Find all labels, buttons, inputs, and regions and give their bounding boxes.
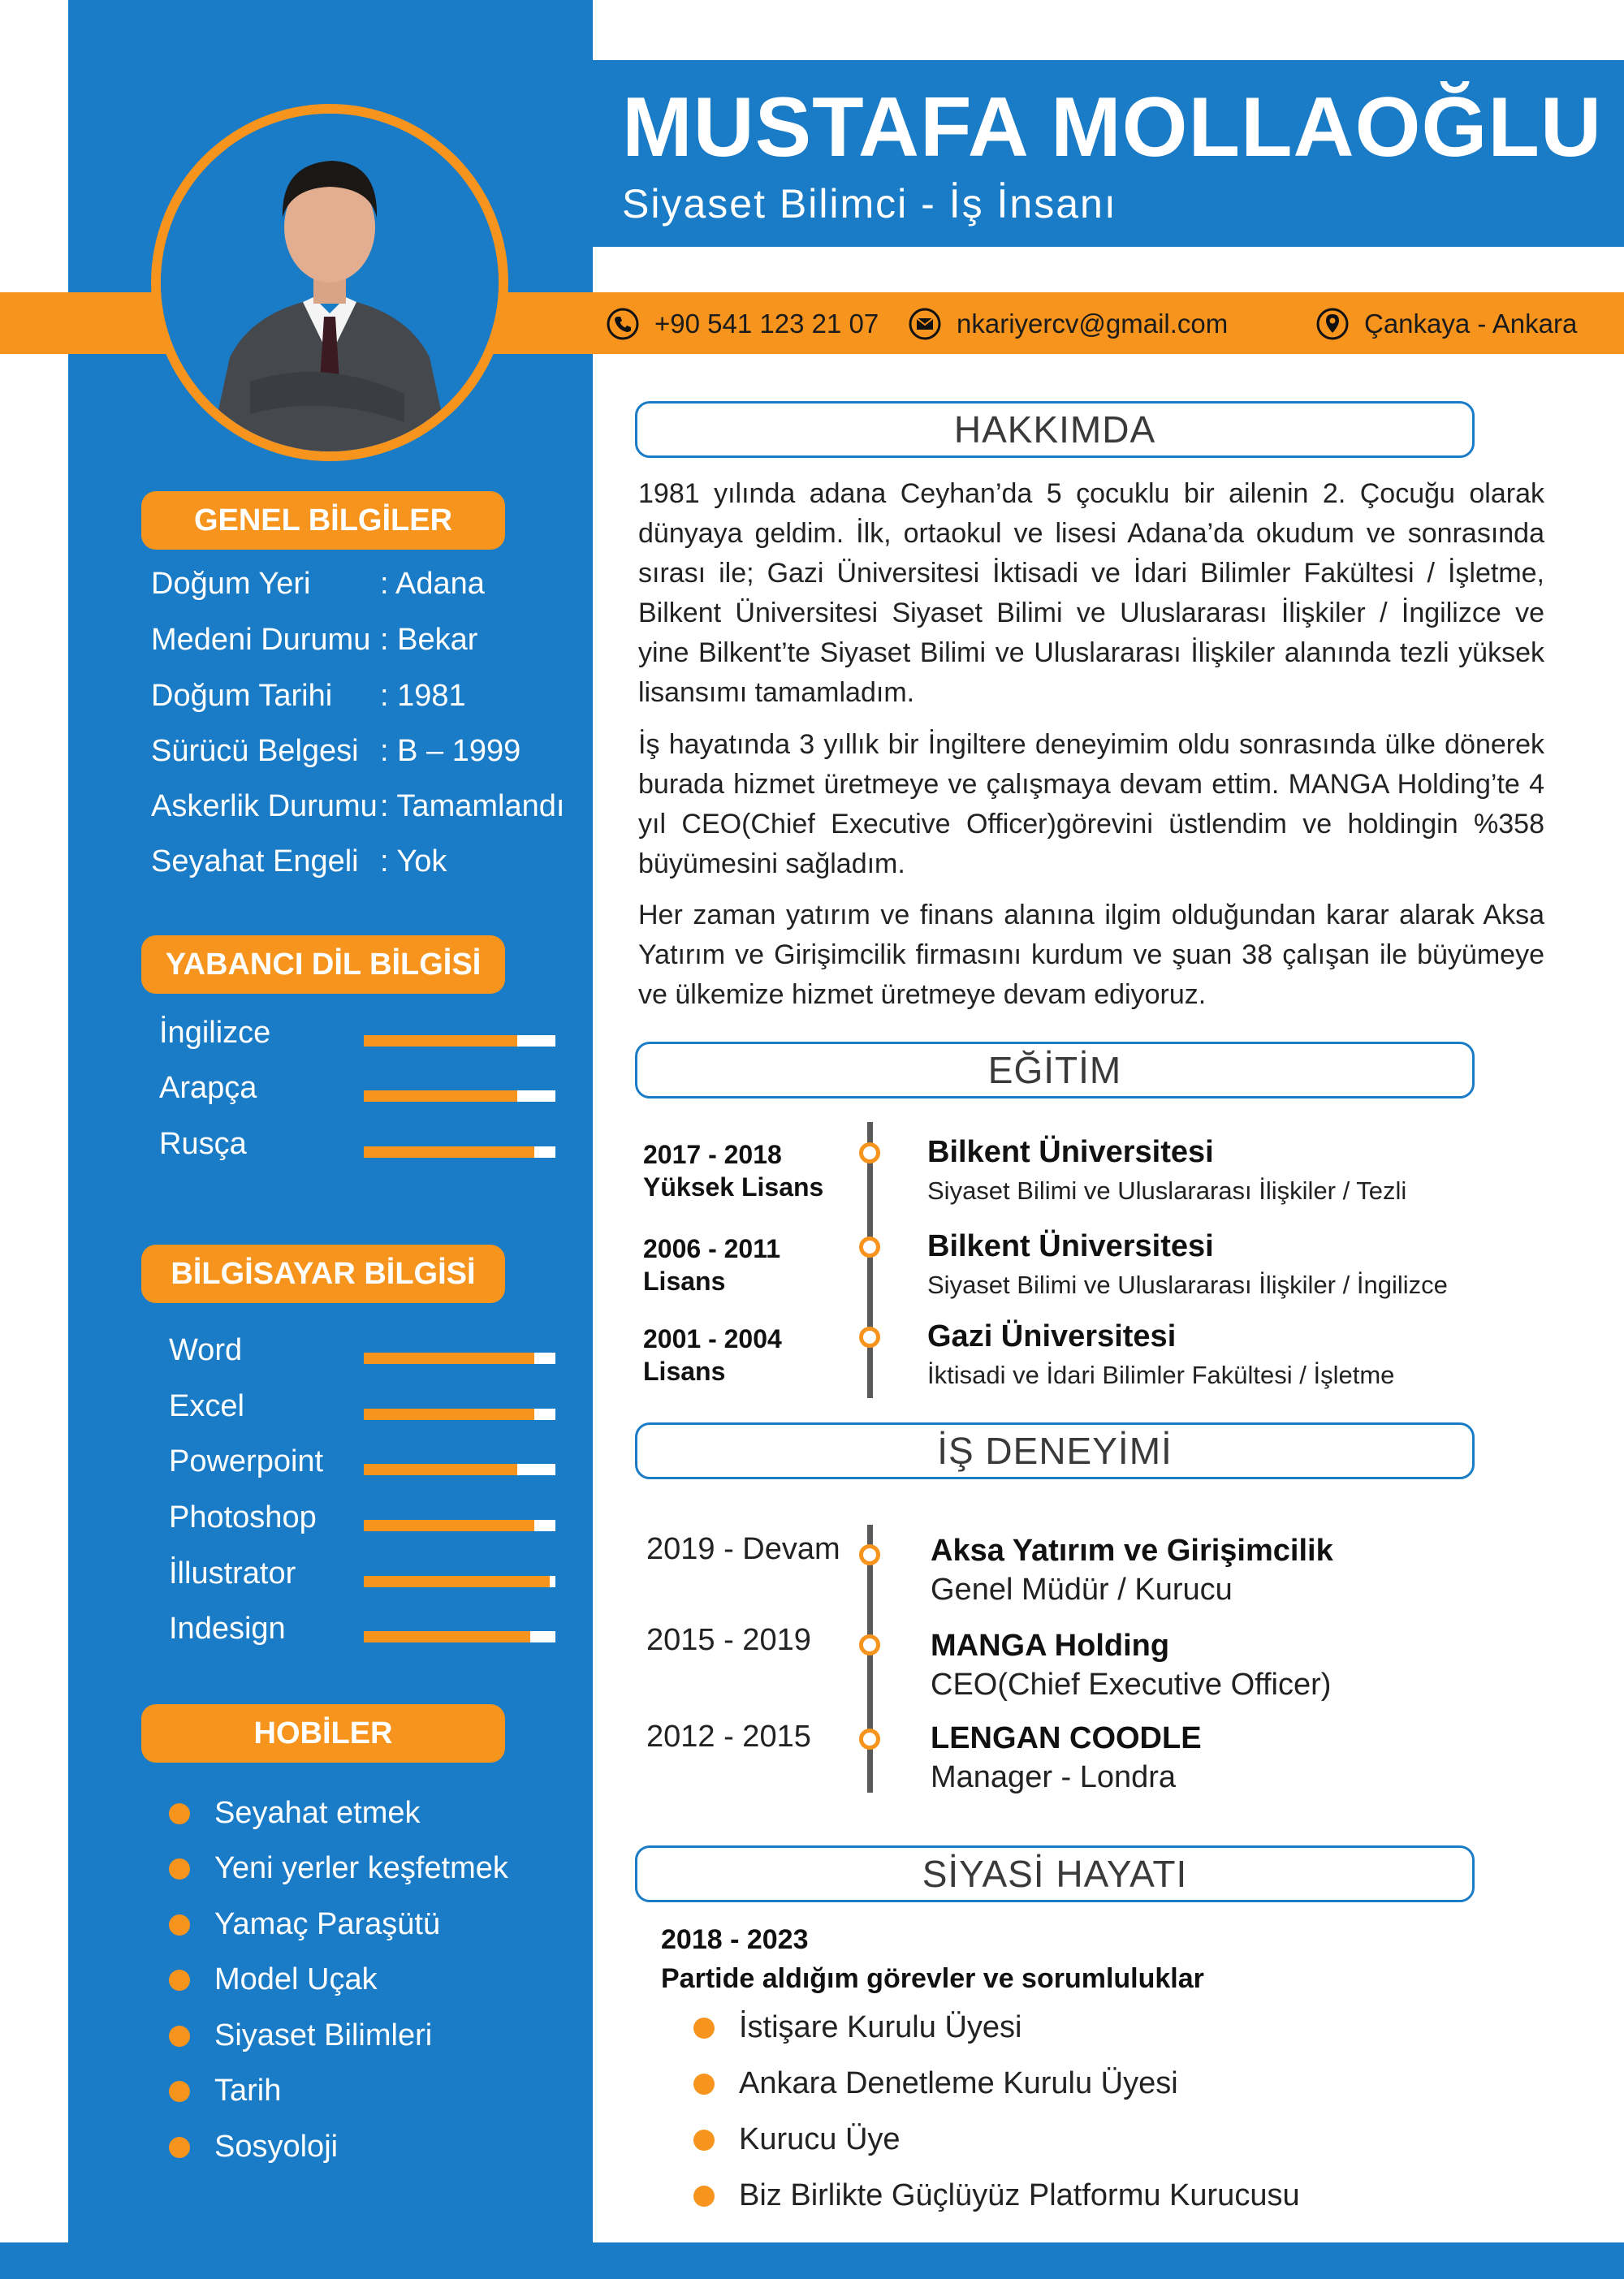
skill-level-bar [364, 1035, 555, 1047]
skill-label: Arapça [159, 1071, 257, 1105]
politics-role-item [693, 2178, 1300, 2213]
education-department: Siyaset Bilimi ve Uluslararası İlişkiler / Tezli [927, 1176, 1407, 1205]
skill-level-bar [364, 1090, 555, 1102]
hobby-item [169, 2130, 338, 2165]
hobby-item [169, 1907, 440, 1942]
timeline-dot-icon [859, 1634, 880, 1655]
skill-level-bar [364, 1409, 555, 1420]
general-info-key: Doğum Yeri [151, 567, 311, 601]
general-info-value: : B – 1999 [380, 734, 521, 768]
education-degree: Lisans [643, 1267, 726, 1296]
hobby-label: Yeni yerler keşfetmek [214, 1851, 508, 1885]
experience-role: CEO(Chief Executive Officer) [931, 1668, 1332, 1702]
bullet-dot-icon [169, 1970, 190, 1991]
general-info-row [151, 623, 477, 658]
footer-bar [0, 2242, 1624, 2279]
general-info-value: : Bekar [380, 623, 478, 657]
general-info-heading: GENEL BİLGİLER [141, 491, 505, 550]
education-department: Siyaset Bilimi ve Uluslararası İlişkiler / İngilizce [927, 1271, 1448, 1299]
education-school: Bilkent Üniversitesi [927, 1229, 1214, 1263]
politics-heading: SİYASİ HAYATI [635, 1845, 1475, 1902]
hobby-label: Siyaset Bilimleri [214, 2018, 433, 2052]
education-years: 2006 - 2011 [643, 1234, 781, 1263]
hobby-item [169, 1851, 508, 1886]
person-silhouette-icon [161, 114, 499, 451]
education-school: Bilkent Üniversitesi [927, 1135, 1214, 1169]
skill-level-fill [364, 1035, 517, 1047]
hobby-item [169, 1796, 420, 1831]
politics-role-item [693, 2122, 901, 2157]
skill-label: Rusça [159, 1127, 247, 1161]
general-info-value: : 1981 [380, 679, 466, 713]
skill-level-fill [364, 1464, 517, 1475]
general-info-row [151, 844, 447, 879]
computer-skills-heading: BİLGİSAYAR BİLGİSİ [141, 1245, 505, 1303]
phone-number: +90 541 123 21 07 [654, 309, 879, 339]
education-school: Gazi Üniversitesi [927, 1319, 1177, 1353]
skill-level-bar [364, 1146, 555, 1158]
skill-level-bar [364, 1576, 555, 1587]
skill-label: Photoshop [169, 1500, 317, 1534]
general-info-value: : Adana [380, 567, 485, 601]
timeline-dot-icon [859, 1142, 880, 1163]
phone-icon [606, 307, 640, 341]
hobby-item [169, 1962, 378, 1997]
timeline-dot-icon [859, 1729, 880, 1750]
experience-company: Aksa Yatırım ve Girişimcilik [931, 1534, 1333, 1568]
hobbies-heading: HOBİLER [141, 1704, 505, 1763]
skill-label: Indesign [169, 1612, 286, 1646]
experience-role: Manager - Londra [931, 1760, 1177, 1794]
location-pin-icon [1315, 307, 1350, 341]
experience-role: Genel Müdür / Kurucu [931, 1573, 1233, 1607]
timeline-dot-icon [859, 1544, 880, 1565]
politics-role-label: İstişare Kurulu Üyesi [739, 2010, 1022, 2044]
bullet-dot-icon [169, 2137, 190, 2158]
full-name: MUSTAFA MOLLAOĞLU [622, 80, 1603, 175]
skill-level-fill [364, 1520, 534, 1531]
skill-level-bar [364, 1464, 555, 1475]
profile-photo [161, 114, 499, 451]
bullet-dot-icon [169, 2081, 190, 2102]
contact-email[interactable] [908, 304, 1228, 344]
general-info-row [151, 789, 564, 824]
education-degree: Yüksek Lisans [643, 1172, 824, 1202]
skill-level-fill [364, 1576, 550, 1587]
bullet-dot-icon [169, 1914, 190, 1936]
politics-role-label: Kurucu Üye [739, 2122, 901, 2156]
experience-company: LENGAN COODLE [931, 1721, 1202, 1755]
skill-label: İngilizce [159, 1016, 271, 1050]
politics-role-item [693, 2066, 1178, 2101]
general-info-key: Doğum Tarihi [151, 679, 333, 713]
skill-level-fill [364, 1090, 517, 1102]
skill-level-bar [364, 1353, 555, 1364]
general-info-value: : Yok [380, 844, 447, 878]
experience-heading: İŞ DENEYİMİ [635, 1422, 1475, 1479]
skill-level-fill [364, 1409, 534, 1420]
contact-location [1315, 304, 1577, 344]
politics-subtitle: Partide aldığım görevler ve sorumluluklar [661, 1963, 1204, 1994]
general-info-key: Medeni Durumu [151, 623, 371, 657]
bullet-dot-icon [693, 2074, 715, 2095]
experience-years: 2015 - 2019 [646, 1623, 811, 1657]
bullet-dot-icon [169, 1858, 190, 1880]
skill-level-fill [364, 1146, 534, 1158]
experience-years: 2012 - 2015 [646, 1720, 811, 1754]
skill-label: İllustrator [169, 1556, 296, 1591]
politics-role-item [693, 2010, 1021, 2045]
about-paragraph-3: Her zaman yatırım ve finans alanına ilgim olduğundan karar alarak Aksa Yatırım ve Girişimcilik firmasını kurdum ve şuan 38 çalışan ile büyümeye ve ülkemize hizmet üretmeye devam ediyoruz. [638, 900, 1544, 1010]
job-title: Siyaset Bilimci - İş İnsanı [622, 181, 1117, 227]
email-address: nkariyercv@gmail.com [957, 309, 1229, 339]
education-department: İktisadi ve İdari Bilimler Fakültesi / İşletme [927, 1361, 1395, 1389]
skill-level-bar [364, 1520, 555, 1531]
general-info-key: Askerlik Durumu [151, 789, 378, 823]
general-info-key: Sürücü Belgesi [151, 734, 359, 768]
general-info-key: Seyahat Engeli [151, 844, 359, 878]
about-heading: HAKKIMDA [635, 401, 1475, 458]
skill-label: Powerpoint [169, 1444, 324, 1478]
skill-label: Excel [169, 1389, 244, 1423]
hobby-label: Tarih [214, 2074, 282, 2108]
skill-label: Word [169, 1333, 243, 1367]
politics-role-label: Biz Birlikte Güçlüyüz Platformu Kurucusu [739, 2178, 1300, 2212]
skill-level-bar [364, 1631, 555, 1642]
politics-years: 2018 - 2023 [661, 1924, 809, 1955]
general-info-row [151, 679, 466, 714]
bullet-dot-icon [169, 1803, 190, 1824]
about-paragraph-1: 1981 yılında adana Ceyhan’da 5 çocuklu bir ailenin 2. Çocuğu olarak dünyaya geldim. İlk, ortaokul ve lisesi Adana’da okudum ve sonrasında sırası ile; Gazi Üniversitesi İktisadi ve İdari Bilimler Fakültesi / İşletme, Bilkent Üniversitesi Siyaset Bilimi ve Uluslararası İlişkiler / İngilizce ve yine Bilkent’te Siyaset Bilimi ve Uluslararası İlişkiler alanında tezli yüksek lisansımı tamamladım. [638, 478, 1544, 708]
experience-years: 2019 - Devam [646, 1532, 840, 1566]
bullet-dot-icon [693, 2186, 715, 2207]
email-icon [908, 307, 942, 341]
bullet-dot-icon [693, 2018, 715, 2039]
timeline-dot-icon [859, 1237, 880, 1258]
experience-company: MANGA Holding [931, 1629, 1170, 1663]
hobby-item [169, 2018, 432, 2053]
hobby-label: Seyahat etmek [214, 1796, 421, 1830]
languages-heading: YABANCI DİL BİLGİSİ [141, 935, 505, 994]
bullet-dot-icon [693, 2130, 715, 2151]
general-info-row [151, 734, 520, 769]
general-info-row [151, 567, 485, 602]
hobby-label: Yamaç Paraşütü [214, 1907, 441, 1941]
timeline-dot-icon [859, 1327, 880, 1348]
politics-role-label: Ankara Denetleme Kurulu Üyesi [739, 2066, 1178, 2100]
contact-phone[interactable] [606, 304, 879, 344]
skill-level-fill [364, 1353, 534, 1364]
hobby-item [169, 2074, 281, 2109]
about-paragraph-2: İş hayatında 3 yıllık bir İngiltere deneyimim oldu sonrasında ülke dönerek burada hizmet üretmeye ve çalışmaya devam ettim. MANGA Holding’te 4 yıl CEO(Chief Executive Officer)görevini üstlendim ve holdingin %358 büyümesini sağladım. [638, 729, 1544, 879]
bullet-dot-icon [169, 2026, 190, 2047]
education-heading: EĞİTİM [635, 1042, 1475, 1098]
location-text: Çankaya - Ankara [1364, 309, 1578, 339]
education-years: 2017 - 2018 [643, 1140, 782, 1169]
education-years: 2001 - 2004 [643, 1324, 782, 1353]
hobby-label: Sosyoloji [214, 2130, 339, 2164]
education-degree: Lisans [643, 1357, 726, 1386]
education-timeline [867, 1122, 873, 1398]
general-info-value: : Tamamlandı [380, 789, 565, 823]
skill-level-fill [364, 1631, 530, 1642]
hobby-label: Model Uçak [214, 1962, 378, 1996]
